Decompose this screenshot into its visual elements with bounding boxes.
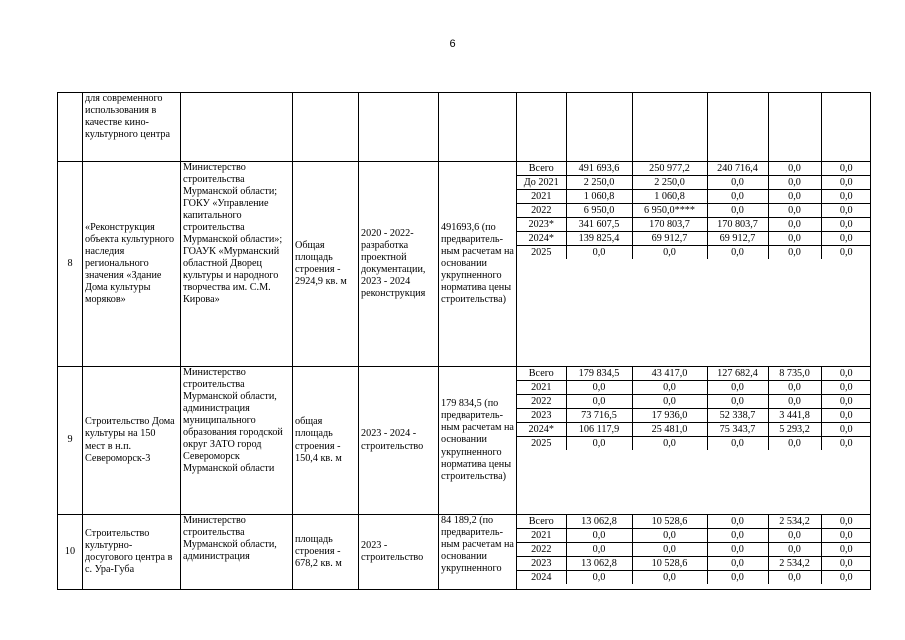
total-amount: 1 060,8 — [566, 190, 632, 204]
finance-year-row — [517, 571, 871, 585]
local-amount: 0,0 — [768, 204, 821, 218]
estimated-cost: 179 834,5 (по предваритель-ным расчетам на основании укрупненного норматива цены строительства) — [439, 367, 517, 515]
finance-year-row — [517, 515, 871, 529]
year: 2021 — [517, 381, 566, 395]
local-amount: 0,0 — [768, 529, 821, 543]
finance-year-row — [517, 543, 871, 557]
federal-amount: 0,0 — [632, 395, 707, 409]
federal-amount: 0,0 — [632, 543, 707, 557]
local-amount: 2 534,2 — [768, 515, 821, 529]
total-amount: 106 117,9 — [566, 423, 632, 437]
capacity: площадь строения - 678,2 кв. м — [293, 515, 359, 590]
total-amount: 0,0 — [566, 246, 632, 260]
finance-year-row — [517, 204, 871, 218]
local-amount: 0,0 — [768, 176, 821, 190]
federal-amount: 6 950,0**** — [632, 204, 707, 218]
regional-amount: 0,0 — [707, 543, 768, 557]
finance-year-row — [517, 395, 871, 409]
total-amount: 13 062,8 — [566, 515, 632, 529]
finance-year-row — [517, 423, 871, 437]
regional-amount: 0,0 — [707, 515, 768, 529]
extra-amount: 0,0 — [839, 571, 853, 583]
row-number: 10 — [58, 515, 83, 590]
regional-amount: 127 682,4 — [707, 367, 768, 381]
regional-amount: 0,0 — [707, 529, 768, 543]
local-amount: 8 735,0 — [768, 367, 821, 381]
federal-amount: 170 803,7 — [632, 218, 707, 232]
local-amount: 0,0 — [768, 232, 821, 246]
local-amount: 0,0 — [768, 571, 821, 585]
table-row-continued — [58, 93, 871, 162]
year: Всего — [517, 515, 566, 529]
period: 2023 - 2024 - строительство — [359, 367, 439, 515]
year: Всего — [517, 367, 566, 381]
total-amount: 0,0 — [566, 437, 632, 451]
year: 2021 — [517, 529, 566, 543]
federal-amount: 17 936,0 — [632, 409, 707, 423]
regional-amount: 0,0 — [707, 557, 768, 571]
extra-amount: 0,0 — [821, 543, 871, 557]
federal-amount: 250 977,2 — [632, 162, 707, 176]
table-row — [58, 162, 871, 367]
year: 2022 — [517, 543, 566, 557]
regional-amount: 0,0 — [707, 246, 768, 260]
finance-cell — [517, 367, 871, 515]
finance-subtable — [517, 162, 871, 259]
total-amount: 6 950,0 — [566, 204, 632, 218]
finance-year-row — [517, 246, 871, 260]
extra-amount: 0,0 — [821, 232, 871, 246]
finance-year-row — [517, 232, 871, 246]
year: До 2021 — [517, 176, 566, 190]
finance-cell — [517, 515, 871, 590]
capacity: Общая площадь строения - 2924,9 кв. м — [293, 162, 359, 367]
local-amount: 0,0 — [768, 395, 821, 409]
regional-amount: 0,0 — [707, 571, 768, 585]
row-number: 9 — [58, 367, 83, 515]
year: 2021 — [517, 190, 566, 204]
program-table — [57, 92, 871, 590]
federal-amount: 0,0 — [632, 246, 707, 260]
federal-amount: 43 417,0 — [632, 367, 707, 381]
finance-cell — [517, 162, 871, 367]
total-amount: 139 825,4 — [566, 232, 632, 246]
local-amount: 0,0 — [768, 246, 821, 260]
local-amount: 0,0 — [768, 218, 821, 232]
local-amount: 2 534,2 — [768, 557, 821, 571]
local-amount: 5 293,2 — [768, 423, 821, 437]
executor: Министерство строительства Мурманской области, администрация муниципального образования городской округ ЗАТО город Североморск Мурманской области — [181, 367, 293, 515]
local-amount: 0,0 — [768, 437, 821, 451]
total-amount: 491 693,6 — [566, 162, 632, 176]
total-amount: 13 062,8 — [566, 557, 632, 571]
finance-year-row — [517, 381, 871, 395]
extra-amount: 0,0 — [821, 190, 871, 204]
extra-amount: 0,0 — [821, 515, 871, 529]
period: 2023 - строительство — [359, 515, 439, 590]
federal-amount: 0,0 — [632, 437, 707, 451]
federal-amount: 2 250,0 — [632, 176, 707, 190]
object-name: «Реконструкция объекта культурного наследия регионального значения «Здание Дома культуры моряков» — [83, 162, 181, 367]
local-amount: 0,0 — [768, 543, 821, 557]
total-amount: 179 834,5 — [566, 367, 632, 381]
local-amount: 0,0 — [768, 162, 821, 176]
total-amount: 0,0 — [566, 543, 632, 557]
row-number: 8 — [58, 162, 83, 367]
finance-subtable-empty — [517, 93, 871, 161]
finance-year-row — [517, 529, 871, 543]
year: 2025 — [517, 246, 566, 260]
page-number: 6 — [449, 38, 456, 50]
federal-amount: 69 912,7 — [632, 232, 707, 246]
year: 2022 — [517, 395, 566, 409]
federal-amount: 0,0 — [632, 381, 707, 395]
estimated-cost: 491693,6 (по предваритель-ным расчетам на основании укрупненного норматива цены строительства) — [439, 162, 517, 367]
year: 2024* — [517, 423, 566, 437]
regional-amount: 170 803,7 — [707, 218, 768, 232]
regional-amount: 0,0 — [707, 437, 768, 451]
local-amount: 3 441,8 — [768, 409, 821, 423]
total-amount: 0,0 — [566, 529, 632, 543]
extra-amount: 0,0 — [839, 246, 853, 258]
extra-amount: 0,0 — [821, 367, 871, 381]
extra-amount: 0,0 — [821, 395, 871, 409]
regional-amount: 240 716,4 — [707, 162, 768, 176]
year: 2023 — [517, 557, 566, 571]
year: 2023 — [517, 409, 566, 423]
extra-amount: 0,0 — [821, 204, 871, 218]
regional-amount: 69 912,7 — [707, 232, 768, 246]
executor: Министерство строительства Мурманской области; ГОКУ «Управление капитального строительства Мурманской области»; ГОАУК «Мурманский областной Дворец культуры и народного творчества им. С.М. Кирова» — [181, 162, 293, 367]
finance-year-row — [517, 437, 871, 451]
extra-amount: 0,0 — [821, 423, 871, 437]
extra-amount: 0,0 — [821, 176, 871, 190]
object-name: Строительство культурно-досугового центра в с. Ура-Губа — [83, 515, 181, 590]
finance-year-row — [517, 162, 871, 176]
year: 2023* — [517, 218, 566, 232]
total-amount: 2 250,0 — [566, 176, 632, 190]
regional-amount: 75 343,7 — [707, 423, 768, 437]
regional-amount: 52 338,7 — [707, 409, 768, 423]
federal-amount: 25 481,0 — [632, 423, 707, 437]
total-amount: 0,0 — [566, 381, 632, 395]
total-amount: 341 607,5 — [566, 218, 632, 232]
estimated-cost: 84 189,2 (по предваритель-ным расчетам на основании укрупненного — [439, 515, 517, 590]
finance-subtable — [517, 515, 871, 584]
finance-year-row — [517, 367, 871, 381]
object-name: Строительство Дома культуры на 150 мест в н.п. Североморск-3 — [83, 367, 181, 515]
capacity: общая площадь строения - 150,4 кв. м — [293, 367, 359, 515]
federal-amount: 0,0 — [632, 529, 707, 543]
period: 2020 - 2022- разработка проектной документации, 2023 - 2024 реконструкция — [359, 162, 439, 367]
extra-amount: 0,0 — [821, 557, 871, 571]
finance-subtable — [517, 367, 871, 450]
year: 2024 — [517, 571, 566, 585]
regional-amount: 0,0 — [707, 381, 768, 395]
extra-amount: 0,0 — [821, 162, 871, 176]
federal-amount: 10 528,6 — [632, 515, 707, 529]
federal-amount: 0,0 — [632, 571, 707, 585]
extra-amount: 0,0 — [821, 381, 871, 395]
finance-year-row — [517, 218, 871, 232]
finance-year-row — [517, 190, 871, 204]
executor: Министерство строительства Мурманской области, администрация — [181, 515, 293, 590]
total-amount: 0,0 — [566, 395, 632, 409]
regional-amount: 0,0 — [707, 176, 768, 190]
finance-year-row — [517, 557, 871, 571]
year: 2024* — [517, 232, 566, 246]
table-row — [58, 367, 871, 515]
table-row — [58, 515, 871, 590]
total-amount: 73 716,5 — [566, 409, 632, 423]
year: Всего — [517, 162, 566, 176]
extra-amount: 0,0 — [821, 409, 871, 423]
year: 2022 — [517, 204, 566, 218]
federal-amount: 10 528,6 — [632, 557, 707, 571]
total-amount: 0,0 — [566, 571, 632, 585]
local-amount: 0,0 — [768, 381, 821, 395]
year: 2025 — [517, 437, 566, 451]
extra-amount: 0,0 — [821, 218, 871, 232]
finance-year-row — [517, 176, 871, 190]
regional-amount: 0,0 — [707, 395, 768, 409]
finance-year-row — [517, 409, 871, 423]
regional-amount: 0,0 — [707, 190, 768, 204]
extra-amount: 0,0 — [839, 437, 853, 449]
object-description-cont: для современного использования в качестве кино-культурного центра — [83, 93, 181, 162]
regional-amount: 0,0 — [707, 204, 768, 218]
local-amount: 0,0 — [768, 190, 821, 204]
extra-amount: 0,0 — [821, 529, 871, 543]
federal-amount: 1 060,8 — [632, 190, 707, 204]
